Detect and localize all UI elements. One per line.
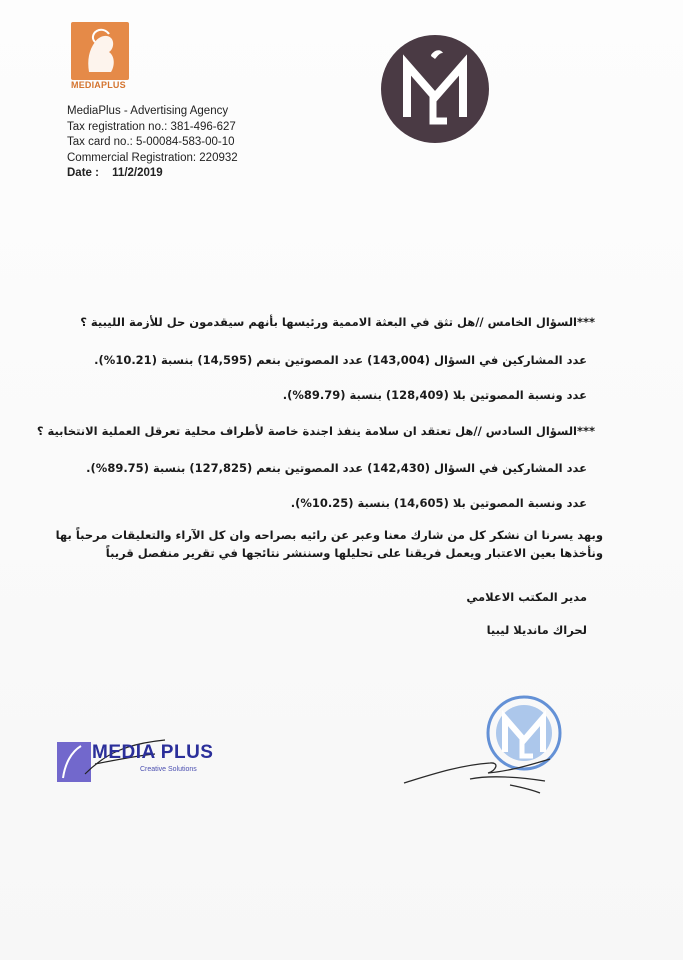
closing-line-1: وبهد يسرنا ان نشكر كل من شارك معنا وعبر عن رائيه بصراحه وان كل الآراء والتعليقات مرحباً بها xyxy=(55,528,603,542)
date-label: Date : xyxy=(67,167,99,179)
question-6-no-votes: عدد ونسبة المصوتين بلا (14,605) بنسبة (10.25%). xyxy=(290,496,587,510)
company-name: MediaPlus - Advertising Agency xyxy=(67,105,229,117)
mediaplus-logo xyxy=(71,22,129,80)
tax-registration: Tax registration no.: 381-496-627 xyxy=(67,120,236,133)
mediaplus-logo-text: MEDIAPLUS xyxy=(71,80,126,90)
signature-right xyxy=(400,735,560,795)
signatory-title: مدير المكتب الاعلامي xyxy=(466,590,587,604)
question-6-title: ***السؤال السادس //هل تعتقد ان سلامة ينفذ اجندة خاصة لأطراف محلية تعرقل العملية الانتخابية ؟ xyxy=(36,424,595,438)
mediaplus-footer-tagline: Creative Solutions xyxy=(140,766,197,773)
tax-card: Tax card no.: 5-00084-583-00-10 xyxy=(67,136,235,148)
closing-line-2: ونأخذها بعين الاعتبار ويعمل فريقنا على تحليلها وسننشر نتائجها في تقرير منفصل قريباً xyxy=(105,546,603,560)
date-value: 11/2/2019 xyxy=(112,167,163,179)
question-6-participants: عدد المشاركين في السؤال (142,430) عدد المصوتين بنعم (127,825) بنسبة (89.75%). xyxy=(86,461,587,475)
date-line xyxy=(67,166,238,182)
commercial-registration: Commercial Registration: 220932 xyxy=(67,151,238,164)
company-info xyxy=(67,104,238,182)
ml-circle-logo xyxy=(381,35,489,143)
mediaplus-footer-logo-text: MEDIA PLUS xyxy=(92,742,214,763)
question-5-title: ***السؤال الخامس //هل تثق في البعثة الاممية ورئيسها بأنهم سيقدمون حل للأزمة الليبية ؟ xyxy=(80,315,595,329)
question-5-participants: عدد المشاركين في السؤال (143,004) عدد المصوتين بنعم (14,595) بنسبة (10.21%). xyxy=(94,353,587,367)
question-5-no-votes: عدد ونسبة المصوتين بلا (128,409) بنسبة (89.79%). xyxy=(282,388,587,402)
signatory-organization: لحراك مانديلا ليبيا xyxy=(486,623,587,637)
lion-icon xyxy=(71,22,129,80)
